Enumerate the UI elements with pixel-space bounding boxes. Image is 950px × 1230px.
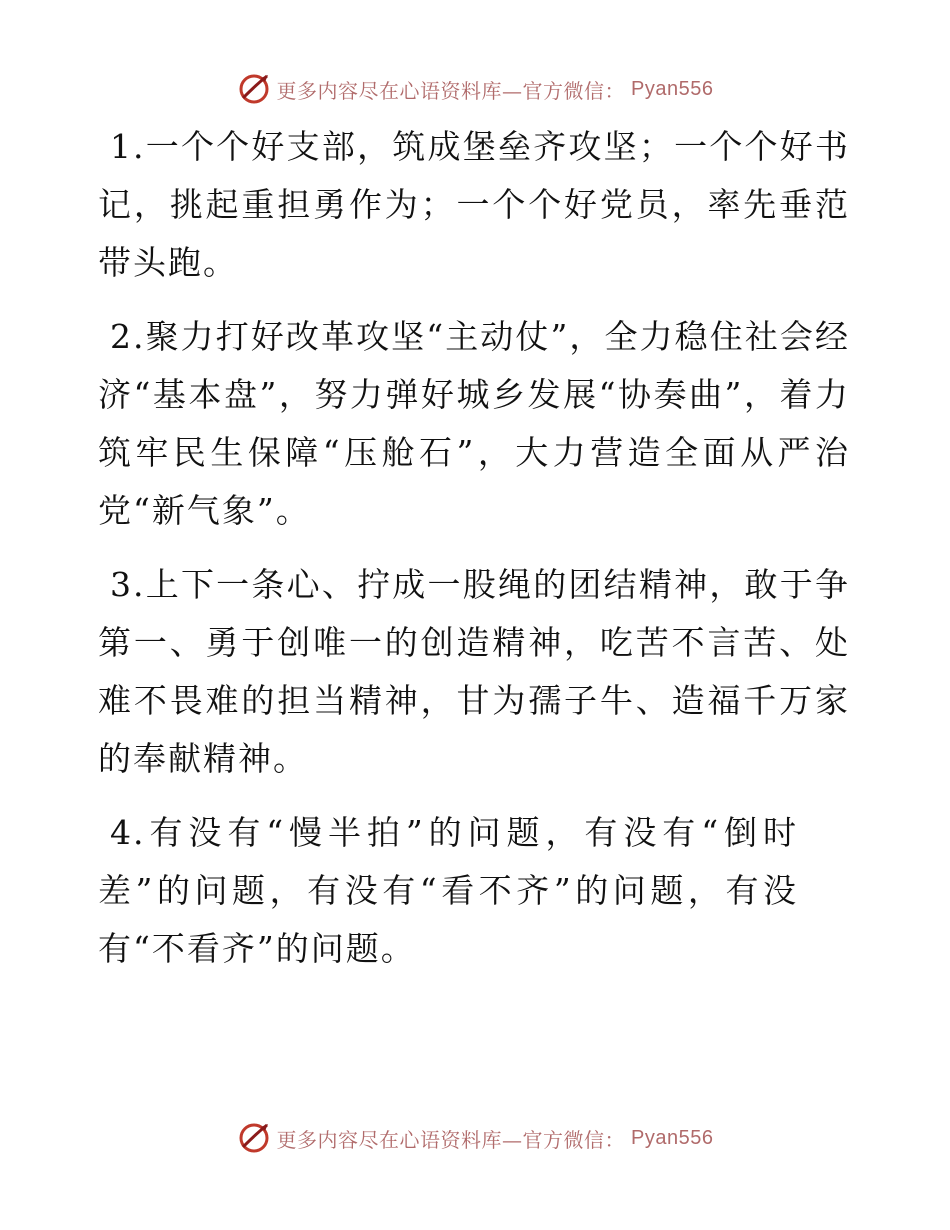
paragraph-number: 4. — [110, 813, 146, 852]
footer-watermark — [0, 1121, 950, 1155]
pen-logo-icon — [237, 72, 271, 106]
paragraph-text: 有没有“慢半拍”的问题，有没有“倒时差”的问题，有没有“看不齐”的问题，有没有“不看齐”的问题。 — [98, 813, 798, 968]
paragraph-number: 2. — [110, 317, 146, 356]
paragraph-3 — [98, 556, 850, 788]
watermark-wechat-id: Pyan556 — [631, 1126, 714, 1149]
watermark-wechat-id: Pyan556 — [631, 77, 714, 100]
paragraph-4 — [98, 804, 798, 978]
pen-logo-icon — [237, 1121, 271, 1155]
document-body — [98, 118, 850, 994]
watermark-text: 更多内容尽在心语资料库—官方微信： — [276, 78, 626, 103]
paragraph-number: 3. — [110, 565, 146, 604]
header-watermark — [0, 72, 950, 106]
paragraph-text: 一个个好支部，筑成堡垒齐攻坚；一个个好书记，挑起重担勇作为；一个个好党员，率先垂范带头跑。 — [98, 127, 850, 282]
paragraph-number: 1. — [110, 127, 146, 166]
paragraph-2 — [98, 308, 850, 540]
watermark-text: 更多内容尽在心语资料库—官方微信： — [276, 1127, 626, 1152]
paragraph-text: 聚力打好改革攻坚“主动仗”，全力稳住社会经济“基本盘”，努力弹好城乡发展“协奏曲”，着力筑牢民生保障“压舱石”，大力营造全面从严治党“新气象”。 — [98, 317, 850, 530]
paragraph-text: 上下一条心、拧成一股绳的团结精神，敢于争第一、勇于创唯一的创造精神，吃苦不言苦、处难不畏难的担当精神，甘为孺子牛、造福千万家的奉献精神。 — [98, 565, 850, 778]
paragraph-1 — [98, 118, 850, 292]
